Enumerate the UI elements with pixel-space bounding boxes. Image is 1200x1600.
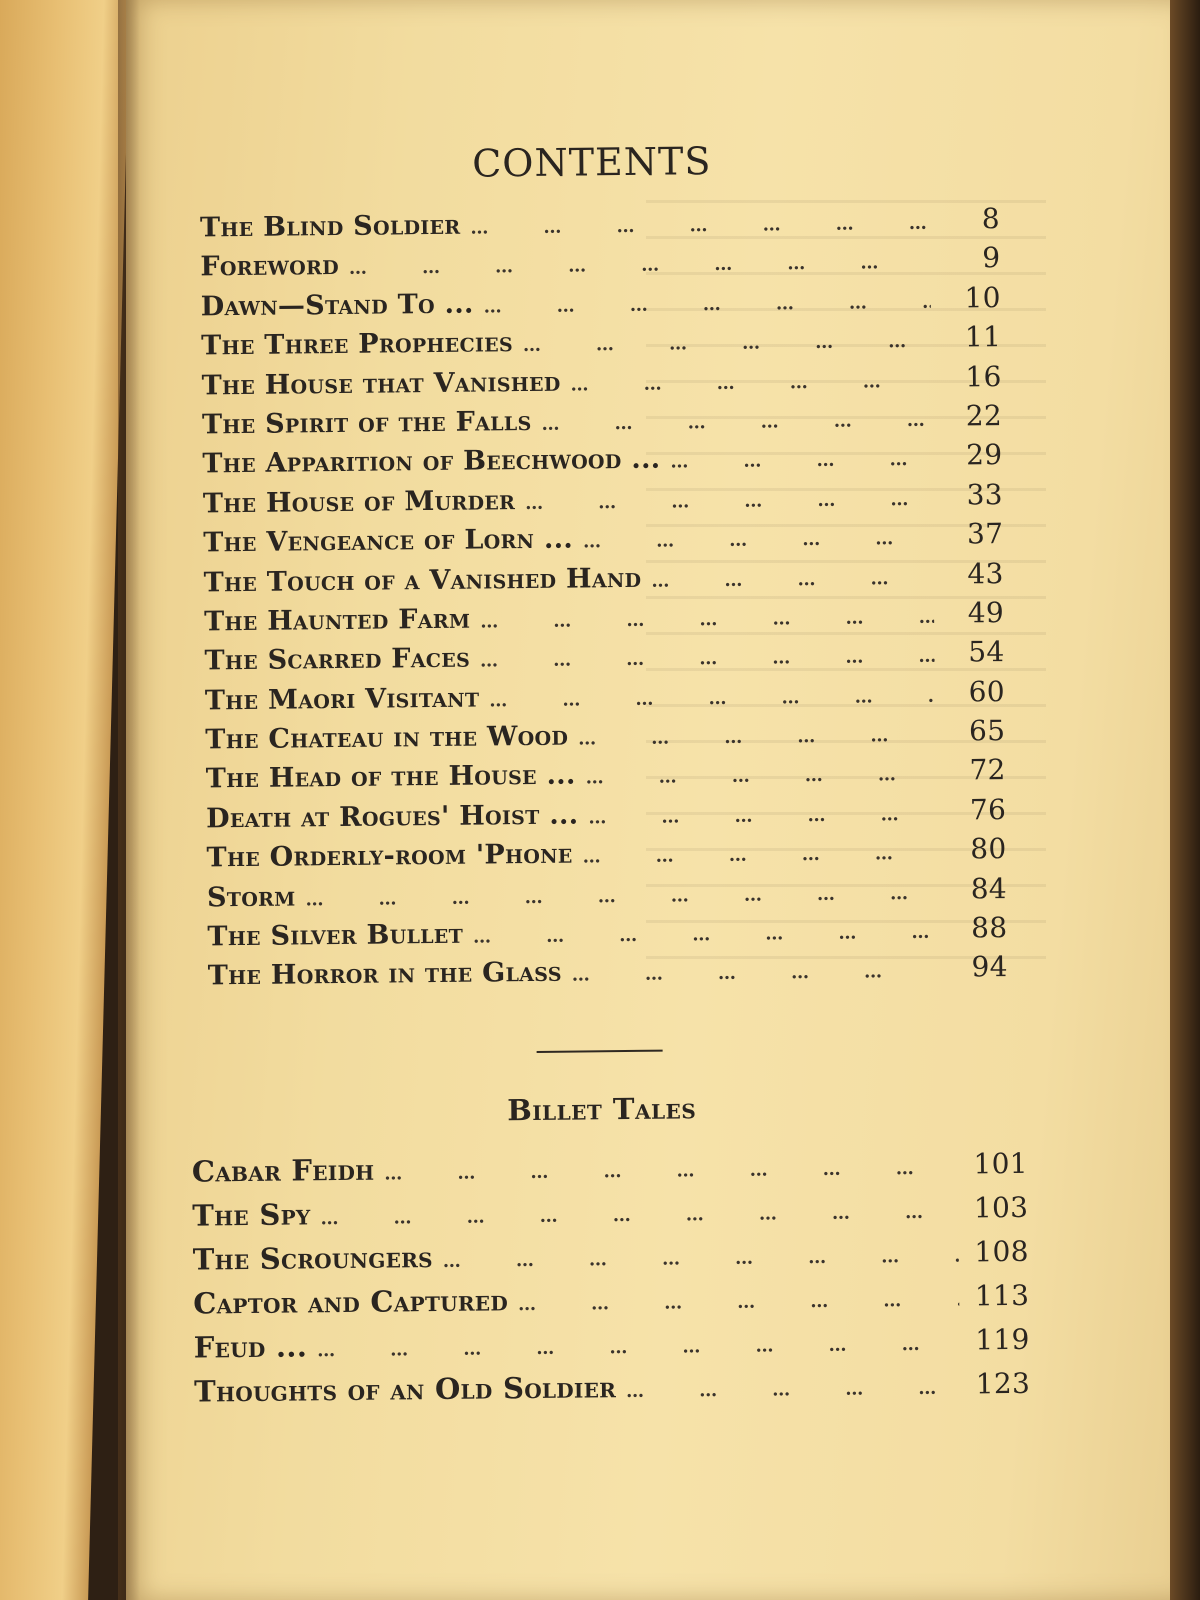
toc-entry-page: 84 xyxy=(970,871,1008,906)
dot-leader xyxy=(518,1290,959,1316)
toc-entry-title: The Head of the House ... xyxy=(205,759,576,795)
toc-entry-page: 49 xyxy=(967,595,1005,630)
toc-entry-page: 16 xyxy=(965,359,1002,393)
toc-entry xyxy=(208,950,1008,998)
dot-leader xyxy=(651,567,934,591)
toc-entry-page: 94 xyxy=(971,950,1008,984)
toc-entry-title: The Three Prophecies xyxy=(201,327,514,362)
toc-entry-title: The Chateau in the Wood xyxy=(205,720,569,756)
toc-entry-page: 113 xyxy=(974,1278,1030,1313)
dot-leader xyxy=(317,1334,960,1362)
dot-leader xyxy=(572,961,938,986)
toc-entry xyxy=(194,1366,1030,1419)
toc-entry-page: 33 xyxy=(966,477,1003,512)
dot-leader xyxy=(583,843,937,868)
toc-entry-page: 10 xyxy=(964,280,1001,315)
toc-entry-page: 37 xyxy=(966,517,1004,551)
toc-entry-page: 108 xyxy=(974,1234,1029,1269)
toc-entry-title: Foreword xyxy=(200,250,340,283)
dot-leader xyxy=(626,1378,960,1402)
toc-entry-page: 9 xyxy=(982,241,1001,275)
dot-leader xyxy=(525,489,933,514)
toc-entry-title: The Blind Soldier xyxy=(199,209,461,244)
dot-leader xyxy=(541,410,932,435)
left-page-edge xyxy=(0,0,130,1600)
toc-entry-page: 88 xyxy=(970,911,1008,945)
toc-entry-page: 60 xyxy=(968,674,1006,709)
toc-entry-page: 22 xyxy=(965,398,1003,433)
contents-page xyxy=(126,0,1176,1600)
right-background xyxy=(1170,0,1200,1600)
toc-entry-title: Dawn—Stand To ... xyxy=(200,288,474,323)
toc-entry-title: The Spirit of the Falls xyxy=(201,405,532,441)
dot-leader xyxy=(480,646,935,672)
toc-entry-title: Captor and Captured xyxy=(193,1283,509,1321)
toc-entry-title: The Silver Bullet xyxy=(207,918,464,953)
page-content xyxy=(118,0,1185,1600)
dot-leader xyxy=(320,1202,958,1230)
toc-entry-page: 43 xyxy=(967,556,1004,590)
page-title: CONTENTS xyxy=(471,139,712,186)
billet-tales-contents xyxy=(192,1146,1031,1419)
toc-entry-title: The Apparition of Beechwood ... xyxy=(202,443,661,480)
toc-entry-page: 119 xyxy=(975,1322,1030,1357)
toc-entry-page: 8 xyxy=(981,202,1001,236)
dot-leader xyxy=(305,882,937,910)
dot-leader xyxy=(384,1158,958,1185)
dot-leader xyxy=(578,725,935,750)
toc-entry-title: Cabar Feidh xyxy=(191,1152,375,1189)
dot-leader xyxy=(473,922,938,948)
toc-entry-title: The Haunted Farm xyxy=(203,603,471,638)
section-title: Billet Tales xyxy=(507,1091,697,1128)
dot-leader xyxy=(571,370,932,395)
table-of-contents xyxy=(200,202,1008,998)
toc-entry-title: The Horror in the Glass xyxy=(207,957,562,992)
dot-leader xyxy=(443,1246,959,1272)
toc-entry-title: Storm xyxy=(206,881,296,914)
toc-entry-title: Thoughts of an Old Soldier xyxy=(193,1370,617,1409)
dot-leader xyxy=(480,607,934,633)
toc-entry-page: 123 xyxy=(975,1366,1031,1401)
toc-entry-page: 65 xyxy=(968,714,1006,748)
toc-entry-title: The Touch of a Vanished Hand xyxy=(203,562,642,598)
dot-leader xyxy=(588,804,936,829)
dot-leader xyxy=(484,292,931,318)
toc-entry-page: 11 xyxy=(964,320,1002,354)
book-gutter xyxy=(118,0,140,1600)
toc-entry-page: 54 xyxy=(968,635,1005,669)
toc-entry-page: 76 xyxy=(969,792,1007,827)
dot-leader xyxy=(349,252,931,279)
dot-leader xyxy=(470,213,930,239)
toc-entry-page: 80 xyxy=(970,832,1007,866)
toc-entry-title: The Scroungers xyxy=(192,1240,434,1277)
dot-leader xyxy=(670,449,932,473)
toc-entry-title: The House of Murder xyxy=(202,484,516,520)
toc-entry-title: The Scarred Faces xyxy=(204,642,471,677)
toc-entry-title: The House that Vanished xyxy=(201,366,561,401)
toc-entry-title: The Vengeance of Lorn ... xyxy=(203,523,574,559)
dot-leader xyxy=(586,764,936,789)
toc-entry-title: The Orderly-room 'Phone xyxy=(206,838,573,874)
toc-entry-page: 72 xyxy=(969,753,1006,787)
toc-entry-page: 29 xyxy=(966,438,1003,472)
toc-entry-title: The Maori Visitant xyxy=(204,682,480,717)
dot-leader xyxy=(583,528,933,553)
toc-entry-page: 101 xyxy=(973,1146,1028,1181)
dot-leader xyxy=(489,685,935,711)
toc-entry-page: 103 xyxy=(973,1190,1029,1225)
toc-entry-title: Feud ... xyxy=(193,1329,308,1365)
toc-entry-title: The Spy xyxy=(192,1197,311,1233)
dot-leader xyxy=(523,331,931,356)
section-divider xyxy=(537,1050,663,1053)
toc-entry-title: Death at Rogues' Hoist ... xyxy=(206,799,579,835)
